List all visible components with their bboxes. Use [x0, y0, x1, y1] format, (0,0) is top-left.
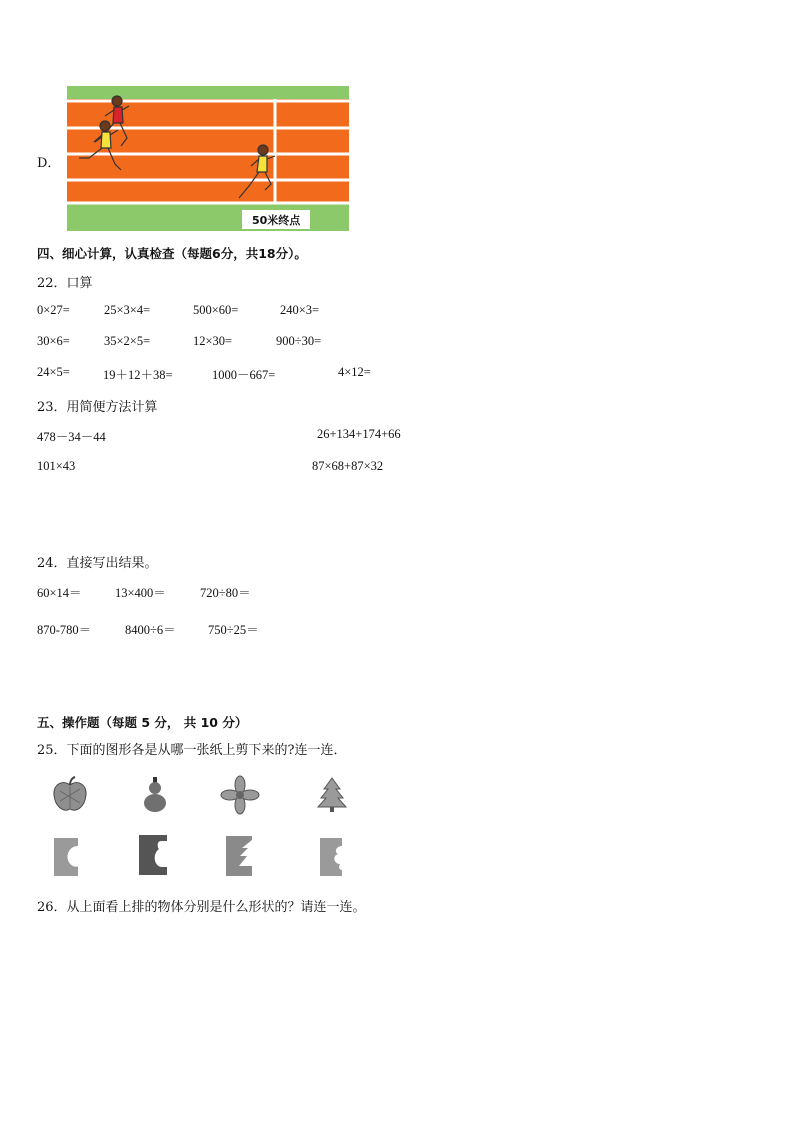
- q22-r3-c1: 24×5=: [37, 365, 70, 379]
- q22-r1-c4: 240×3=: [280, 303, 320, 317]
- section4-heading: 四、细心计算，认真检查（每题6分，共18分）。: [37, 246, 307, 261]
- q23-item-2: 26+134+174+66: [317, 427, 401, 441]
- q23-title: 23．用简便方法计算: [37, 400, 158, 415]
- q22-r2-c1: 30×6=: [37, 334, 70, 348]
- option-d-label: D．: [37, 156, 61, 171]
- q22-r1-c2: 25×3×4=: [104, 303, 151, 317]
- apple-icon: [50, 775, 90, 815]
- paper-with-flower-cut-icon: [316, 836, 356, 878]
- q24-r2-c3: 750÷25＝: [208, 623, 259, 637]
- q22-r2-c3: 12×30=: [193, 334, 233, 348]
- tree-icon: [312, 775, 352, 815]
- q22-r2-c4: 900÷30=: [276, 334, 322, 348]
- q24-r1-c1: 60×14＝: [37, 586, 82, 600]
- flower-icon: [220, 775, 260, 815]
- q24-r1-c2: 13×400＝: [115, 586, 166, 600]
- q24-r2-c2: 8400÷6＝: [125, 623, 176, 637]
- q23-item-4: 87×68+87×32: [312, 459, 384, 473]
- q25-title: 25．下面的图形各是从哪一张纸上剪下来的?连一连．: [37, 743, 347, 758]
- q23-item-3: 101×43: [37, 459, 76, 473]
- q22-r3-c3: 1000－667=: [212, 368, 276, 382]
- paper-with-tree-cut-icon: [222, 834, 262, 878]
- gourd-icon: [135, 775, 175, 815]
- finish-line-label: 50米终点: [252, 214, 301, 227]
- paper-with-apple-cut-icon: [50, 836, 90, 878]
- q22-r2-c2: 35×2×5=: [104, 334, 151, 348]
- paper-with-gourd-cut-icon: [135, 833, 175, 877]
- q24-title: 24．直接写出结果。: [37, 556, 158, 571]
- section5-heading: 五、操作题（每题 5 分， 共 10 分）: [37, 715, 248, 730]
- q22-r3-c2: 19＋12＋38=: [103, 368, 173, 382]
- q23-item-1: 478－34－44: [37, 430, 106, 444]
- q22-r1-c3: 500×60=: [193, 303, 239, 317]
- q26-title: 26．从上面看上排的物体分别是什么形状的？请连一连。: [37, 900, 366, 915]
- running-track-image: [67, 86, 349, 231]
- q24-r1-c3: 720÷80＝: [200, 586, 251, 600]
- q22-title: 22．口算: [37, 276, 93, 291]
- q22-r3-c4: 4×12=: [338, 365, 371, 379]
- q22-r1-c1: 0×27=: [37, 303, 70, 317]
- q24-r2-c1: 870-780＝: [37, 623, 92, 637]
